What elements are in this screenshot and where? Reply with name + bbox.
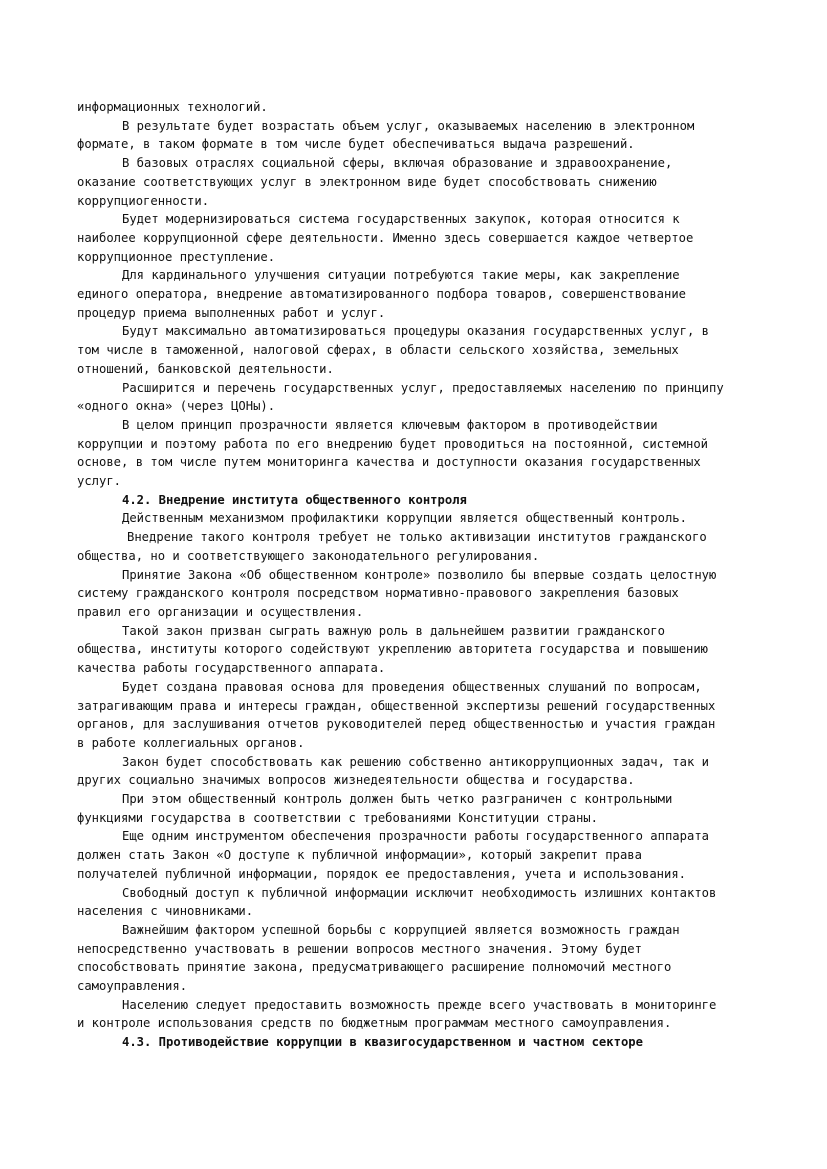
section-heading — [77, 1033, 745, 1052]
text-line: населения с чиновниками. — [77, 904, 254, 919]
section-heading — [77, 491, 745, 510]
paragraph — [77, 678, 745, 753]
text-line: должен стать Закон «О доступе к публичной информации», который закрепит права — [77, 848, 642, 863]
paragraph — [77, 416, 745, 491]
paragraph — [77, 154, 745, 210]
paragraph — [77, 98, 745, 117]
text-line: Будет создана правовая основа для проведения общественных слушаний по вопросам, — [122, 679, 702, 694]
paragraph — [77, 117, 745, 154]
text-line: информационных технологий. — [77, 100, 268, 114]
text-line: коррупции и поэтому работа по его внедрению будет проводиться на постоянной, системной — [77, 436, 709, 451]
text-line: Будут максимально автоматизироваться процедуры оказания государственных услуг, в — [122, 324, 709, 339]
text-line: систему гражданского контроля посредством нормативно-правового закрепления базовых — [77, 586, 679, 601]
text-line: формате, в таком формате в том числе будет обеспечиваться выдача разрешений. — [77, 137, 635, 152]
text-line: общества, институты которого содействуют укреплению авторитета государства и повышению — [77, 642, 709, 657]
text-line: процедур приема выполненных работ и услуг. — [77, 305, 386, 320]
text-line: непосредственно участвовать в решении вопросов местного значения. Этому будет — [77, 941, 642, 956]
document-page — [77, 98, 745, 1052]
text-line: том числе в таможенной, налоговой сферах, в области сельского хозяйства, земельных — [77, 343, 679, 358]
text-line: Расширится и перечень государственных услуг, предоставляемых населению по принципу — [122, 380, 724, 395]
paragraph — [77, 884, 745, 921]
text-line: Такой закон призван сыграть важную роль в дальнейшем развитии гражданского — [122, 623, 665, 638]
text-line: В базовых отраслях социальной сферы, включая образование и здравоохранение, — [122, 156, 673, 171]
text-line: В целом принцип прозрачности является ключевым фактором в противодействии — [122, 417, 658, 432]
paragraph — [77, 827, 745, 883]
text-line: основе, в том числе путем мониторинга качества и доступности оказания государственных — [77, 455, 701, 470]
text-line: Для кардинального улучшения ситуации потребуются такие меры, как закрепление — [122, 268, 680, 283]
text-line: Населению следует предоставить возможность прежде всего участвовать в мониторинге — [122, 997, 717, 1012]
text-line: коррупционное преступление. — [77, 249, 276, 264]
text-line: оказание соответствующих услуг в электронном виде будет способствовать снижению — [77, 174, 657, 189]
text-line: Принятие Закона «Об общественном контроле» позволило бы впервые создать целостную — [122, 567, 717, 582]
text-line: органов, для заслушивания отчетов руководителей перед общественностью и участия граждан — [77, 717, 716, 732]
paragraph — [77, 528, 745, 565]
text-line: Внедрение такого контроля требует не только активизации институтов гражданского — [127, 530, 707, 545]
text-line: Действенным механизмом профилактики коррупции является общественный контроль. — [122, 511, 687, 526]
text-line: Закон будет способствовать как решению собственно антикоррупционных задач, так и — [122, 754, 709, 769]
text-line: коррупциогенности. — [77, 193, 210, 208]
text-line: В результате будет возрастать объем услуг, оказываемых населению в электронном — [122, 118, 695, 133]
text-line: способствовать принятие закона, предусматривающего расширение полномочий местного — [77, 960, 672, 975]
text-line: наиболее коррупционной сфере деятельности. Именно здесь совершается каждое четвертое — [77, 230, 694, 245]
text-line: 4.2. Внедрение института общественного контроля — [122, 492, 467, 507]
text-line: получателей публичной информации, порядок ее предоставления, учета и использования. — [77, 866, 687, 881]
paragraph — [77, 921, 745, 996]
text-line: Еще одним инструментом обеспечения прозрачности работы государственного аппарата — [122, 829, 709, 844]
paragraph — [77, 790, 745, 827]
paragraph — [77, 210, 745, 266]
text-line: затрагивающим права и интересы граждан, общественной экспертизы решений государственных — [77, 698, 716, 713]
paragraph — [77, 566, 745, 622]
text-line: функциями государства в соответствии с требованиями Конституции страны. — [77, 810, 598, 825]
text-line: самоуправления. — [77, 979, 188, 994]
paragraph — [77, 753, 745, 790]
paragraph — [77, 379, 745, 416]
text-line: Свободный доступ к публичной информации исключит необходимость излишних контактов — [122, 885, 717, 900]
text-line: отношений, банковской деятельности. — [77, 361, 334, 376]
text-line: Важнейшим фактором успешной борьбы с коррупцией является возможность граждан — [122, 922, 680, 937]
paragraph — [77, 509, 745, 528]
text-line: Будет модернизироваться система государственных закупок, которая относится к — [122, 212, 680, 227]
text-line: При этом общественный контроль должен быть четко разграничен с контрольными — [122, 792, 673, 807]
text-line: и контроле использования средств по бюджетным программам местного самоуправления. — [77, 1016, 672, 1031]
paragraph — [77, 996, 745, 1033]
text-line: 4.3. Противодействие коррупции в квазигосударственном и частном секторе — [122, 1035, 643, 1050]
text-line: качества работы государственного аппарата. — [77, 661, 386, 676]
text-line: общества, но и соответствующего законодательного регулирования. — [77, 548, 540, 563]
paragraph — [77, 266, 745, 322]
text-line: единого оператора, внедрение автоматизированного подбора товаров, совершенствование — [77, 287, 687, 302]
text-line: других социально значимых вопросов жизнедеятельности общества и государства. — [77, 773, 635, 788]
paragraph — [77, 322, 745, 378]
text-line: в работе коллегиальных органов. — [77, 735, 305, 750]
text-line: правил его организации и осуществления. — [77, 604, 364, 619]
paragraph — [77, 622, 745, 678]
text-line: «одного окна» (через ЦОНы). — [77, 399, 276, 414]
text-line: услуг. — [77, 474, 122, 489]
